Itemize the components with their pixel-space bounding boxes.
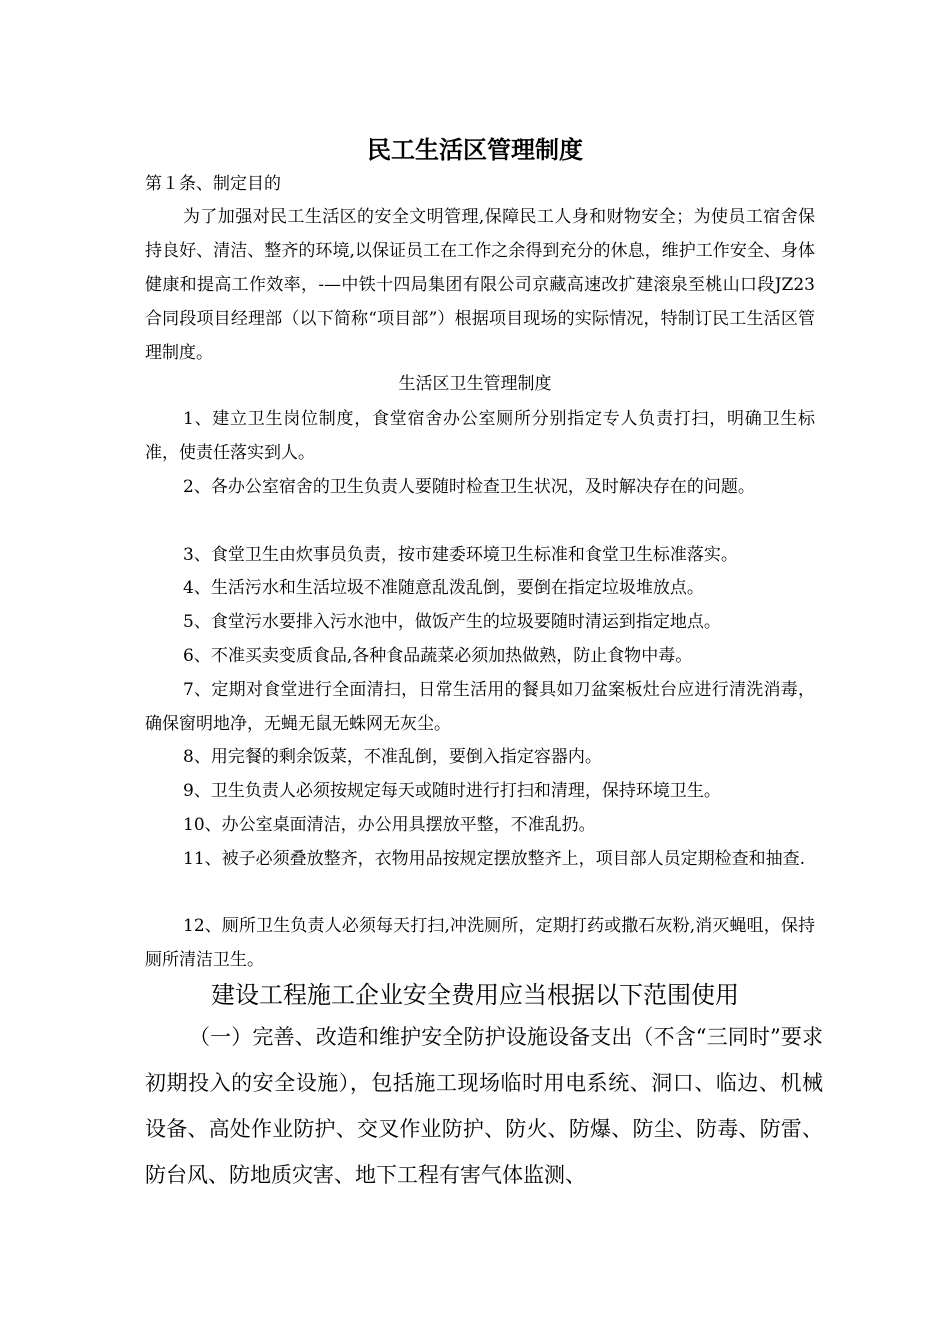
hygiene-rule-10: 10、办公室桌面清洁，办公用具摆放平整，不准乱扔。 <box>183 815 596 835</box>
article-1-heading: 第１条、制定目的 <box>145 174 281 194</box>
safety-fee-heading: 建设工程施工企业安全费用应当根据以下范围使用 <box>211 981 739 1009</box>
hygiene-rule-12: 12、厕所卫生负责人必须每天打扫,冲洗厕所，定期打药或撒石灰粉,消灭蝇咀，保持厕所清洁卫生。 <box>145 916 815 970</box>
hygiene-rule-8: 8、用完餐的剩余饭菜，不准乱倒，要倒入指定容器内。 <box>183 747 602 767</box>
document-title: 民工生活区管理制度 <box>367 135 583 164</box>
hygiene-rule-9: 9、卫生负责人必须按规定每天或随时进行打扫和清理，保持环境卫生。 <box>183 781 721 801</box>
safety-fee-item-1: （一）完善、改造和维护安全防护设施设备支出（不含“三同时”要求初期投入的安全设施），包括施工现场临时用电系统、洞口、临边、机械设备、高处作业防护、交叉作业防护、防火、防爆、防尘、防毒、防雷、防台风、防地质灾害、地下工程有害气体监测、 <box>145 1025 823 1187</box>
purpose-paragraph: 为了加强对民工生活区的安全文明管理,保障民工人身和财物安全；为使员工宿舍保持良好、清洁、整齐的环境,以保证员工在工作之余得到充分的休息，维护工作安全、身体健康和提高工作效率，-—中铁十四局集团有限公司京藏高速改扩建滚泉至桃山口段JZ23合同段项目经理部（以下简称“项目部”）根据项目现场的实际情况，特制订民工生活区管理制度。 <box>145 207 815 363</box>
hygiene-rule-6: 6、不准买卖变质食品,各种食品蔬菜必须加热做熟，防止食物中毒。 <box>183 646 693 666</box>
hygiene-rule-2: 2、各办公室宿舍的卫生负责人要随时检查卫生状况，及时解决存在的问题。 <box>183 477 755 497</box>
hygiene-rule-4: 4、生活污水和生活垃圾不准随意乱泼乱倒，要倒在指定垃圾堆放点。 <box>183 578 704 598</box>
hygiene-rule-5: 5、食堂污水要排入污水池中，做饭产生的垃圾要随时清运到指定地点。 <box>183 612 721 632</box>
hygiene-rule-7: 7、定期对食堂进行全面清扫，日常生活用的餐具如刀盆案板灶台应进行清洗消毒，确保窗明地净，无蝇无鼠无蛛网无灰尘。 <box>145 680 815 734</box>
hygiene-rule-1: 1、建立卫生岗位制度，食堂宿舍办公室厕所分别指定专人负责打扫，明确卫生标准，使责任落实到人。 <box>145 409 815 463</box>
hygiene-rule-3: 3、食堂卫生由炊事员负责，按市建委环境卫生标准和食堂卫生标准落实。 <box>183 545 738 565</box>
hygiene-subtitle: 生活区卫生管理制度 <box>398 374 552 394</box>
hygiene-rule-11: 11、被子必须叠放整齐，衣物用品按规定摆放整齐上，项目部人员定期检查和抽查. <box>183 849 806 869</box>
